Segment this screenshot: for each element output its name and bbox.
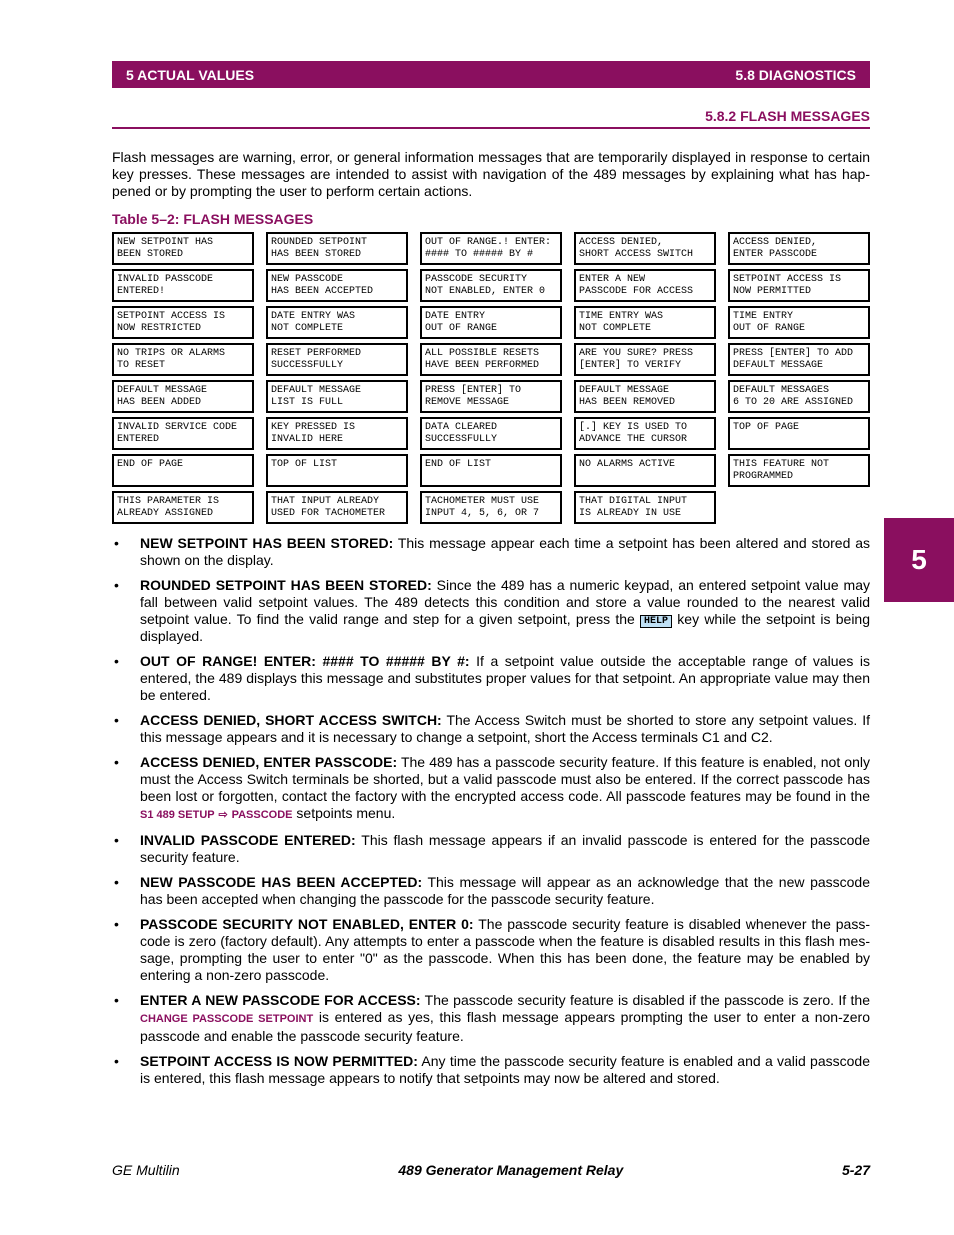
section-divider xyxy=(112,127,870,129)
section-label: 5.8 DIAGNOSTICS xyxy=(735,66,856,83)
flash-message: ROUNDED SETPOINT HAS BEEN STORED xyxy=(266,232,408,265)
bullet-icon: • xyxy=(114,653,119,669)
flash-message: ARE YOU SURE? PRESS [ENTER] TO VERIFY xyxy=(574,343,716,376)
help-key-icon: HELP xyxy=(640,615,672,628)
flash-message: DEFAULT MESSAGE LIST IS FULL xyxy=(266,380,408,413)
flash-message: SETPOINT ACCESS IS NOW PERMITTED xyxy=(728,269,870,302)
flash-message: NEW PASSCODE HAS BEEN ACCEPTED xyxy=(266,269,408,302)
bullet-icon: • xyxy=(114,577,119,593)
flash-message: PRESS [ENTER] TO ADD DEFAULT MESSAGE xyxy=(728,343,870,376)
item-text: This message will appear as an acknowledge that the new passcode has been accepted when changing the passcode for the passcode security feature. xyxy=(140,874,870,907)
item-title: SETPOINT ACCESS IS NOW PERMITTED: xyxy=(140,1053,418,1069)
item-text: Any time the passcode security feature is enabled and a valid passcode is entered, this flash message appears to notify that setpoints may now be altered and stored. xyxy=(140,1053,870,1086)
flash-message: THAT INPUT ALREADY USED FOR TACHOMETER xyxy=(266,491,408,524)
flash-message: SETPOINT ACCESS IS NOW RESTRICTED xyxy=(112,306,254,339)
list-item xyxy=(112,577,870,645)
flash-messages-table xyxy=(112,232,870,524)
item-text: is entered as yes, this flash message appears prompting the user to enter a non-zero passcode and enable the passcode security feature. xyxy=(140,1009,870,1044)
item-text: The passcode security feature is disabled whenever the pass-code is zero (factory default). Any attempts to enter a passcode when the feature is disabled results in this flash mes-sage, prompting the user to enter "0" as the passcode. When this has been done, the feature may be enabled by entering a non-zero passcode. xyxy=(140,916,871,983)
item-text: key while the setpoint is being displayed. xyxy=(140,611,870,644)
bullet-icon: • xyxy=(114,712,119,728)
item-title: ENTER A NEW PASSCODE FOR ACCESS: xyxy=(140,992,421,1008)
list-item xyxy=(112,832,870,866)
message-descriptions xyxy=(112,535,870,1095)
item-title: ACCESS DENIED, SHORT ACCESS SWITCH: xyxy=(140,712,442,728)
flash-message: TIME ENTRY WAS NOT COMPLETE xyxy=(574,306,716,339)
flash-message: NO TRIPS OR ALARMS TO RESET xyxy=(112,343,254,376)
flash-message: THAT DIGITAL INPUT IS ALREADY IN USE xyxy=(574,491,716,524)
flash-message: DEFAULT MESSAGE HAS BEEN REMOVED xyxy=(574,380,716,413)
flash-message: PRESS [ENTER] TO REMOVE MESSAGE xyxy=(420,380,562,413)
flash-message: RESET PERFORMED SUCCESSFULLY xyxy=(266,343,408,376)
list-item xyxy=(112,712,870,746)
flash-message: TACHOMETER MUST USE INPUT 4, 5, 6, OR 7 xyxy=(420,491,562,524)
header-bar xyxy=(112,61,870,88)
flash-message: [.] KEY IS USED TO ADVANCE THE CURSOR xyxy=(574,417,716,450)
list-item xyxy=(112,992,870,1045)
item-title: INVALID PASSCODE ENTERED: xyxy=(140,832,356,848)
item-title: ROUNDED SETPOINT HAS BEEN STORED: xyxy=(140,577,432,593)
flash-message: DATE ENTRY WAS NOT COMPLETE xyxy=(266,306,408,339)
item-title: PASSCODE SECURITY NOT ENABLED, ENTER 0: xyxy=(140,916,474,932)
flash-message: ENTER A NEW PASSCODE FOR ACCESS xyxy=(574,269,716,302)
flash-message: TIME ENTRY OUT OF RANGE xyxy=(728,306,870,339)
list-item xyxy=(112,653,870,704)
list-item xyxy=(112,1053,870,1087)
item-text: The passcode security feature is disabled if the passcode is zero. If the xyxy=(424,992,870,1008)
menu-path: PASSCODE xyxy=(231,809,293,821)
setpoint-reference: CHANGE PASSCODE SETPOINT xyxy=(140,1013,314,1025)
flash-message: DEFAULT MESSAGES 6 TO 20 ARE ASSIGNED xyxy=(728,380,870,413)
bullet-icon: • xyxy=(114,1053,119,1069)
flash-message: DEFAULT MESSAGE HAS BEEN ADDED xyxy=(112,380,254,413)
chapter-title: 5 ACTUAL VALUES xyxy=(126,66,255,83)
flash-message: INVALID PASSCODE ENTERED! xyxy=(112,269,254,302)
item-title: NEW PASSCODE HAS BEEN ACCEPTED: xyxy=(140,874,423,890)
item-text: Since the 489 has a numeric keypad, an entered setpoint value may fall between valid setpoint values. The 489 detects this condition and store a value rounded to the nearest valid setpoint value. To find the valid range and step for a given setpoint, press the xyxy=(140,577,870,627)
bullet-icon: • xyxy=(114,874,119,890)
item-title: NEW SETPOINT HAS BEEN STORED: xyxy=(140,535,394,551)
flash-message: TOP OF PAGE xyxy=(728,417,870,450)
bullet-icon: • xyxy=(114,916,119,932)
bullet-icon: • xyxy=(114,992,119,1008)
flash-message: PASSCODE SECURITY NOT ENABLED, ENTER 0 xyxy=(420,269,562,302)
footer-product: 489 Generator Management Relay xyxy=(398,1162,624,1178)
item-text: This message appear each time a setpoint has been altered and stored as shown on the display. xyxy=(140,535,870,568)
footer-company: GE Multilin xyxy=(112,1162,180,1178)
flash-message: ALL POSSIBLE RESETS HAVE BEEN PERFORMED xyxy=(420,343,562,376)
subsection-title: 5.8.2 FLASH MESSAGES xyxy=(705,108,870,124)
flash-message: INVALID SERVICE CODE ENTERED xyxy=(112,417,254,450)
flash-message: END OF PAGE xyxy=(112,454,254,487)
flash-message: TOP OF LIST xyxy=(266,454,408,487)
flash-message: KEY PRESSED IS INVALID HERE xyxy=(266,417,408,450)
flash-message: ACCESS DENIED, ENTER PASSCODE xyxy=(728,232,870,265)
page-number: 5-27 xyxy=(841,1162,870,1178)
item-text: setpoints menu. xyxy=(296,805,396,821)
item-title: ACCESS DENIED, ENTER PASSCODE: xyxy=(140,754,398,770)
flash-message: END OF LIST xyxy=(420,454,562,487)
bullet-icon: • xyxy=(114,832,119,848)
flash-message: ACCESS DENIED, SHORT ACCESS SWITCH xyxy=(574,232,716,265)
chapter-tab: 5 xyxy=(884,518,954,602)
flash-message: NEW SETPOINT HAS BEEN STORED xyxy=(112,232,254,265)
page-footer xyxy=(112,1162,870,1178)
list-item xyxy=(112,916,870,984)
flash-message: THIS FEATURE NOT PROGRAMMED xyxy=(728,454,870,487)
item-title: OUT OF RANGE! ENTER: #### TO ##### BY #: xyxy=(140,653,470,669)
list-item xyxy=(112,754,870,824)
flash-message: DATA CLEARED SUCCESSFULLY xyxy=(420,417,562,450)
list-item xyxy=(112,874,870,908)
menu-path: S1 489 SETUP xyxy=(140,809,215,821)
item-text: The 489 has a passcode security feature. If this feature is enabled, not only must the Access Switch terminals be shorted, but a valid passcode must also be entered. If the correct passcode has been lost or forgotten, contact the factory with the encrypted access code. All passcode features may be found in the xyxy=(140,754,870,804)
flash-message: DATE ENTRY OUT OF RANGE xyxy=(420,306,562,339)
flash-message: THIS PARAMETER IS ALREADY ASSIGNED xyxy=(112,491,254,524)
arrow-right-icon: ⇨ xyxy=(218,809,228,821)
flash-message: OUT OF RANGE.! ENTER: #### TO ##### BY # xyxy=(420,232,562,265)
bullet-icon: • xyxy=(114,535,119,551)
item-text: This flash message appears if an invalid passcode is entered for the passcode security feature. xyxy=(140,832,870,865)
bullet-icon: • xyxy=(114,754,119,770)
intro-paragraph: Flash messages are warning, error, or general information messages that are temporarily displayed in response to certain key presses. These messages are intended to assist with navigation of the 489 messages by explaining what has hap-pened or by prompting the user to perform certain actions. xyxy=(112,149,870,199)
table-caption: Table 5–2: FLASH MESSAGES xyxy=(112,211,314,227)
item-text: If a setpoint value outside the acceptable range of values is entered, the 489 displays this message and substitutes proper values for that setpoint. An appropriate value may then be entered. xyxy=(140,653,870,703)
flash-message: NO ALARMS ACTIVE xyxy=(574,454,716,487)
item-text: The Access Switch must be shorted to store any setpoint values. If this message appears and it is necessary to change a setpoint, short the Access terminals C1 and C2. xyxy=(140,712,870,745)
list-item xyxy=(112,535,870,569)
